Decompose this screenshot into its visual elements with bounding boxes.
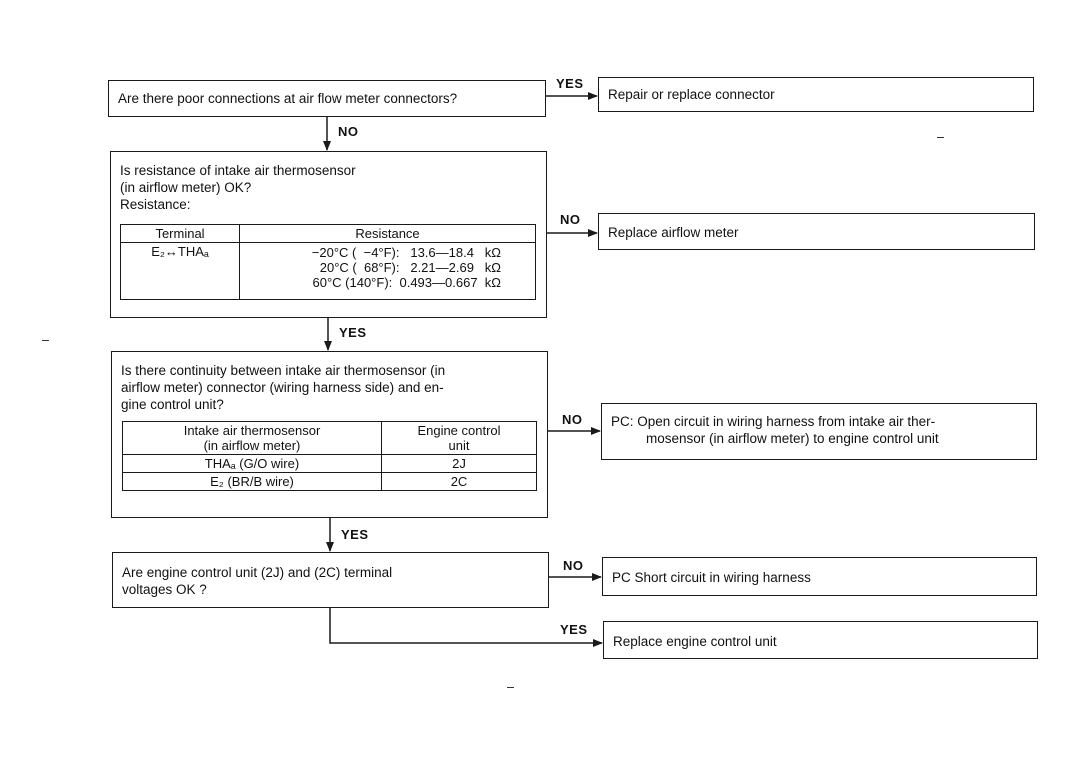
action-text: PC Short circuit in wiring harness — [612, 570, 811, 585]
no-label: NO — [338, 124, 359, 139]
table-header: Resistance — [240, 225, 536, 243]
resistance-value: −20°C ( −4°F): 13.6—18.4 kΩ — [311, 245, 501, 260]
action-text: Replace engine control unit — [613, 634, 777, 649]
question-text: (in airflow meter) OK? — [120, 180, 252, 195]
scan-speck — [937, 137, 944, 138]
question-box-thermosensor-resistance — [110, 151, 547, 318]
action-text: Repair or replace connector — [608, 87, 775, 102]
table-row — [123, 455, 537, 473]
table-header-ecu — [382, 422, 537, 455]
resistance-table — [120, 224, 536, 300]
yes-label: YES — [560, 622, 588, 637]
action-text: PC: Open circuit in wiring harness from intake air ther- — [611, 414, 936, 429]
table-header-row — [123, 422, 537, 455]
terminal-cell: E₂↔THAₐ — [121, 243, 240, 300]
question-box-connectors — [108, 80, 546, 117]
table-header-row — [121, 225, 536, 243]
table-row — [123, 473, 537, 491]
resistance-value: 60°C (140°F): 0.493—0.667 kΩ — [312, 275, 501, 290]
header-text: Engine control — [417, 423, 501, 438]
yes-label: YES — [339, 325, 367, 340]
no-label: NO — [562, 412, 583, 427]
header-text: (in airflow meter) — [203, 438, 301, 453]
question-box-terminal-voltages — [112, 552, 549, 608]
question-text: Are engine control unit (2J) and (2C) terminal — [122, 565, 393, 580]
question-box-continuity — [111, 351, 548, 518]
table-header-sensor — [123, 422, 382, 455]
action-box-repair-connector — [598, 77, 1034, 112]
sensor-cell: E₂ (BR/B wire) — [123, 473, 382, 491]
continuity-table — [122, 421, 537, 491]
action-text: Replace airflow meter — [608, 225, 739, 240]
resistance-cell — [240, 243, 536, 300]
question-text: gine control unit? — [121, 397, 224, 412]
no-label: NO — [563, 558, 584, 573]
table-header: Terminal — [121, 225, 240, 243]
action-box-open-circuit — [601, 403, 1037, 460]
action-text: mosensor (in airflow meter) to engine control unit — [646, 431, 939, 446]
ecu-cell: 2C — [382, 473, 537, 491]
action-box-replace-ecu — [603, 621, 1038, 659]
header-text: Intake air thermosensor — [183, 423, 321, 438]
action-box-replace-airflow-meter — [598, 213, 1035, 250]
question-text: voltages OK ? — [122, 582, 207, 597]
scan-speck — [507, 687, 514, 688]
question-text: Is resistance of intake air thermosensor — [120, 163, 356, 178]
sensor-cell: THAₐ (G/O wire) — [123, 455, 382, 473]
question-text: airflow meter) connector (wiring harness side) and en- — [121, 380, 444, 395]
table-row — [121, 243, 536, 300]
ecu-cell: 2J — [382, 455, 537, 473]
resistance-label: Resistance: — [120, 197, 191, 212]
yes-label: YES — [556, 76, 584, 91]
scan-speck — [42, 340, 49, 341]
question-text: Is there continuity between intake air thermosensor (in — [121, 363, 446, 378]
action-box-short-circuit — [602, 557, 1037, 596]
yes-label: YES — [341, 527, 369, 542]
no-label: NO — [560, 212, 581, 227]
resistance-value: 20°C ( 68°F): 2.21—2.69 kΩ — [319, 260, 501, 275]
question-text: Are there poor connections at air flow meter connectors? — [118, 91, 458, 106]
header-text: unit — [448, 438, 470, 453]
